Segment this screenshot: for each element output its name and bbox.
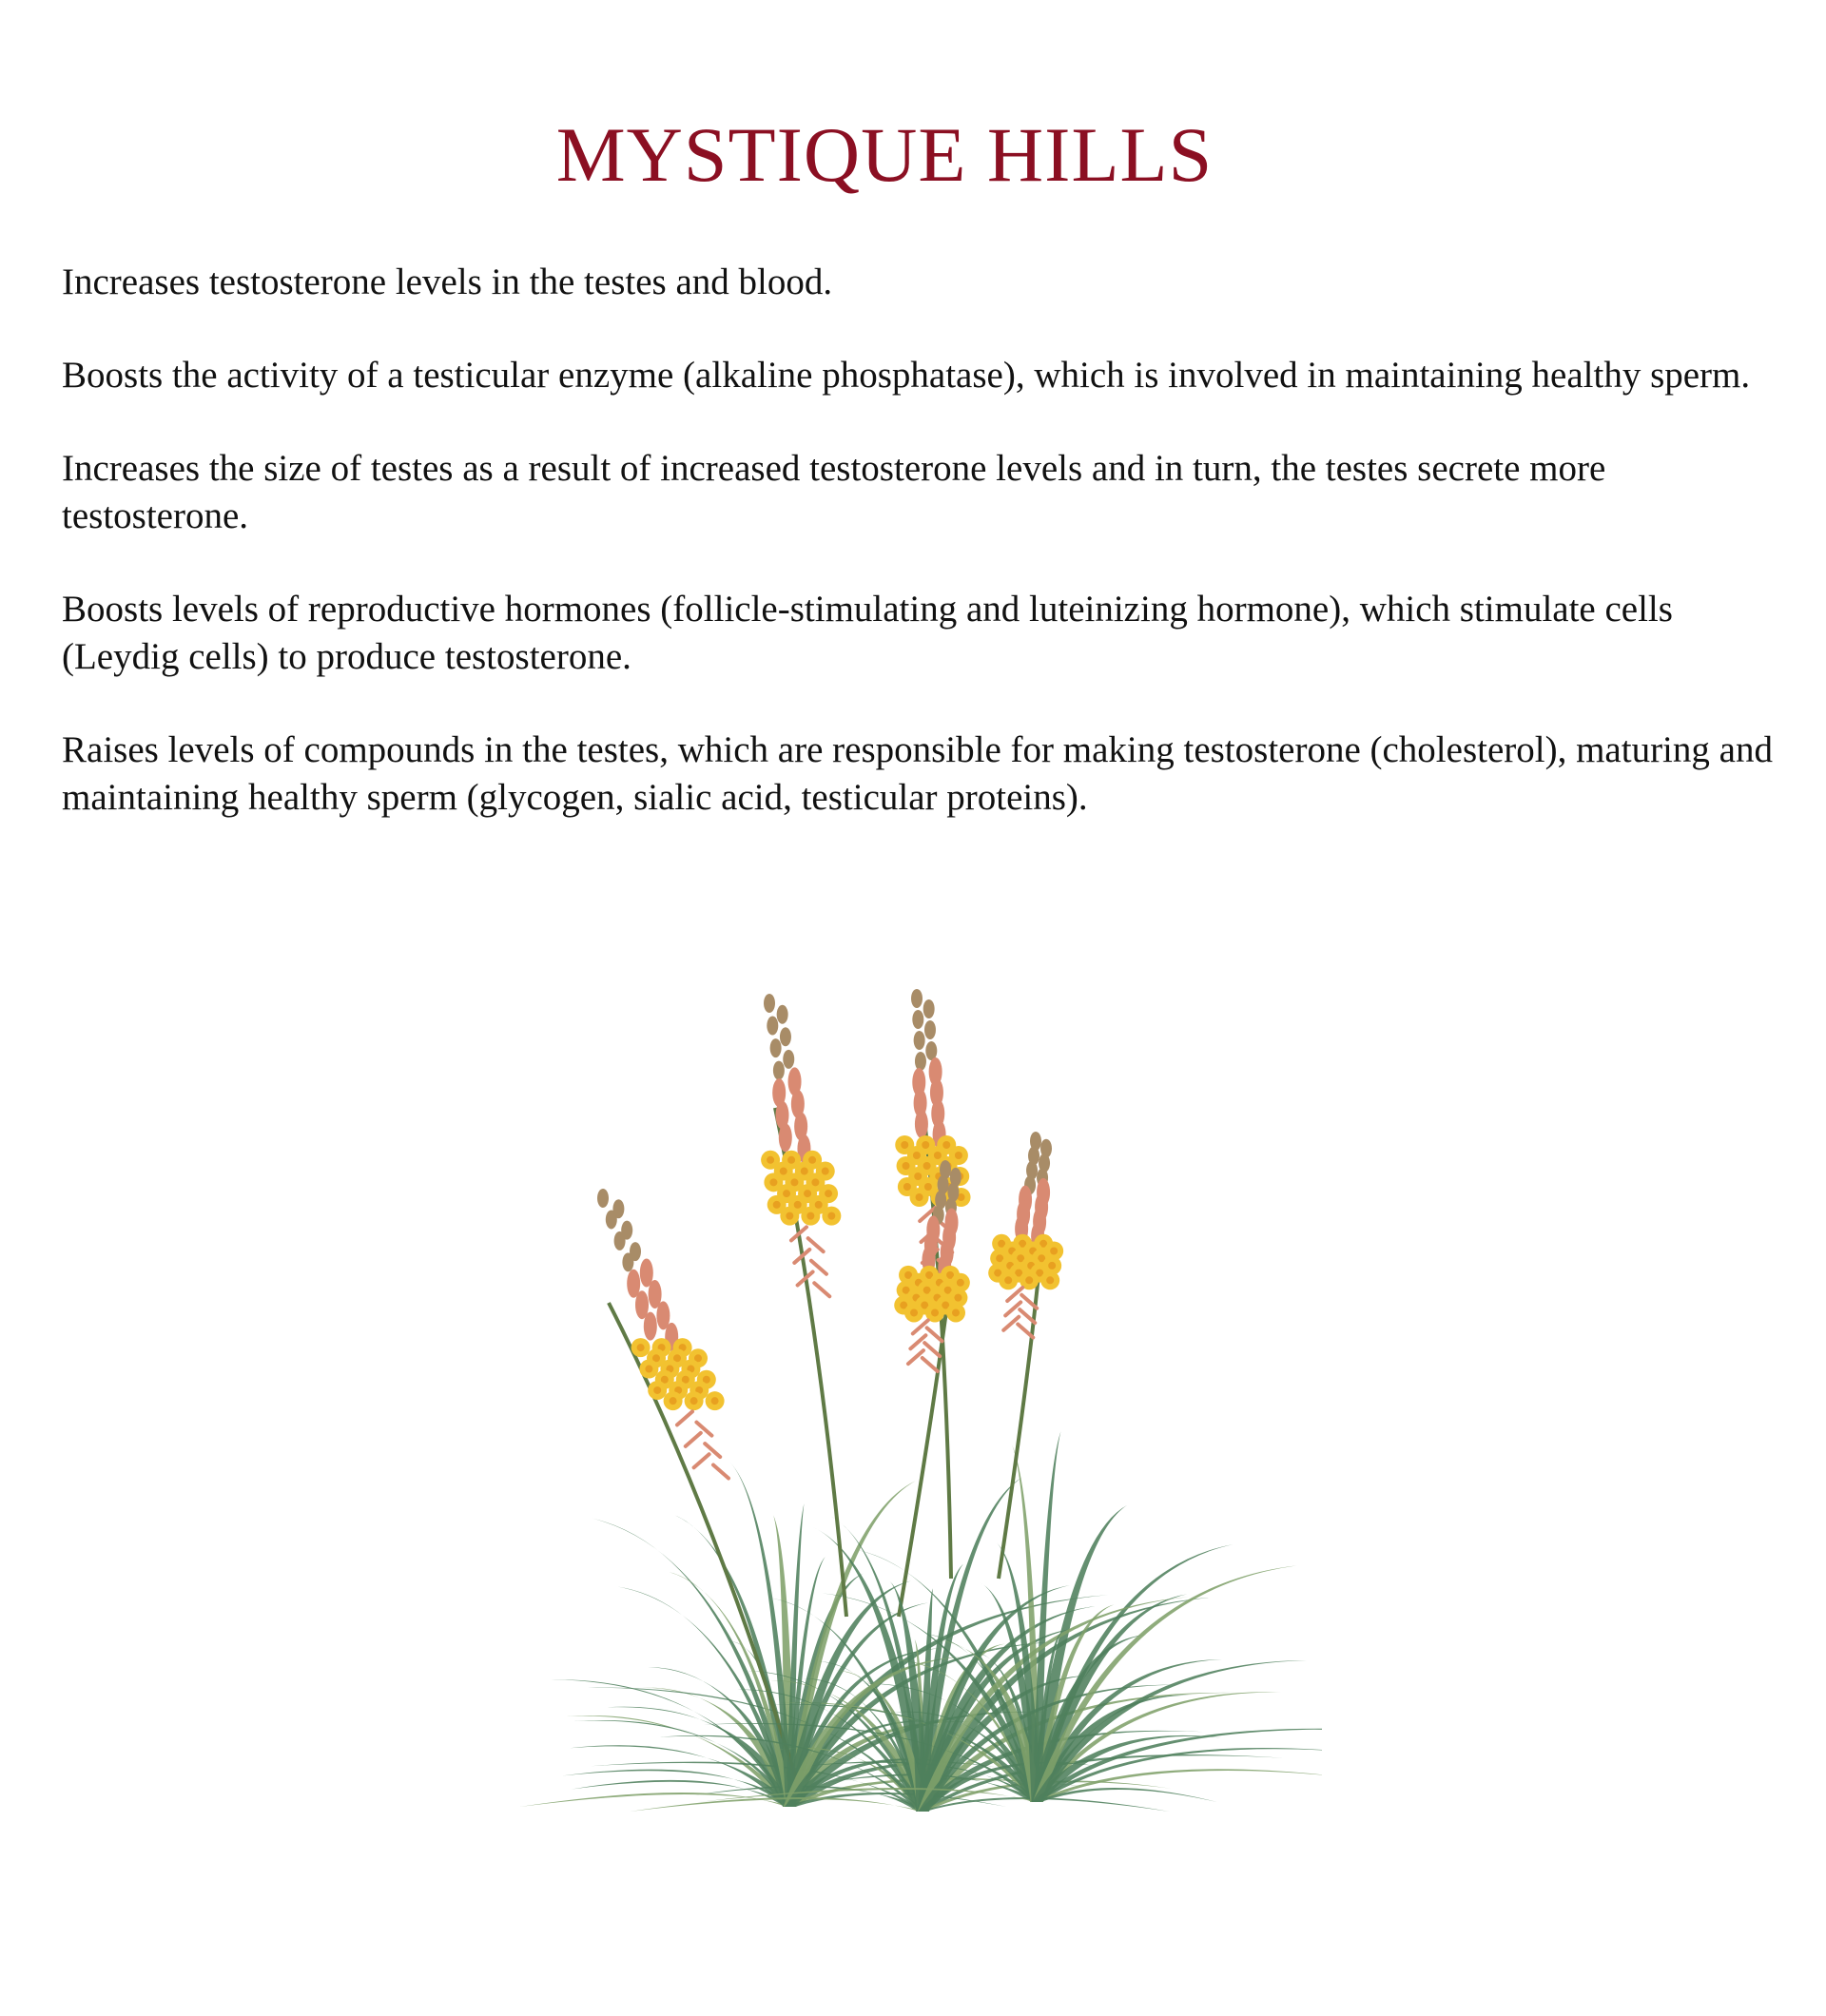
spent-flower	[814, 1283, 829, 1296]
flower-bud	[925, 1041, 937, 1060]
page-title: MYSTIQUE HILLS	[555, 111, 1214, 198]
flower-bud	[779, 1123, 792, 1152]
flower-center	[790, 1178, 798, 1186]
flower-bud	[780, 1027, 791, 1046]
flower-stem	[899, 1274, 951, 1617]
flower-bud	[923, 999, 935, 1018]
flower-center	[815, 1201, 823, 1209]
benefits-list	[62, 259, 1788, 867]
flower-center	[670, 1397, 677, 1405]
flower-bud	[614, 1231, 626, 1250]
flower-center	[783, 1190, 790, 1197]
flower-center	[931, 1308, 939, 1316]
flower-center	[769, 1178, 777, 1186]
flower-center	[801, 1168, 808, 1175]
plant-image	[504, 970, 1322, 1826]
flower-bud	[597, 1189, 609, 1208]
flower-center	[913, 1152, 921, 1159]
flower-bud	[764, 994, 775, 1013]
spent-flower	[713, 1465, 728, 1479]
flower-center	[827, 1212, 835, 1220]
flower-center	[804, 1190, 811, 1197]
flower-center	[922, 1141, 929, 1149]
flower-center	[811, 1178, 819, 1186]
flower-center	[924, 1183, 932, 1191]
flower-center	[1046, 1276, 1054, 1284]
flower-center	[916, 1193, 923, 1201]
flower-center	[952, 1308, 960, 1316]
flower-center	[822, 1168, 829, 1175]
flower-bud	[924, 1020, 936, 1039]
leaf-blade	[630, 1797, 925, 1812]
flower-center	[773, 1201, 781, 1209]
flower-bud	[914, 1031, 925, 1050]
flower-center	[806, 1212, 814, 1220]
flower-center	[767, 1156, 774, 1164]
flower-bud	[773, 1061, 785, 1080]
flower-center	[910, 1308, 918, 1316]
benefit-paragraph: Increases testosterone levels in the testes and blood.	[62, 262, 833, 302]
flower-center	[787, 1156, 795, 1164]
flower-center	[711, 1397, 719, 1405]
spent-flower	[927, 1328, 942, 1341]
flower-bud	[783, 1050, 794, 1069]
flower-bud	[915, 1052, 926, 1071]
plant-flower-spikes	[597, 989, 1063, 1479]
flower-center	[1048, 1262, 1056, 1270]
spent-flower	[924, 1343, 940, 1356]
flower-center	[914, 1173, 922, 1180]
spent-flower	[677, 1411, 692, 1425]
flower-bud	[770, 1038, 782, 1057]
flower-center	[934, 1152, 942, 1159]
flower-center	[954, 1294, 962, 1302]
flower-center	[794, 1201, 802, 1209]
flower-center	[690, 1397, 698, 1405]
plant-illustration	[504, 970, 1322, 1826]
flower-bud	[777, 1005, 788, 1024]
flower-center	[825, 1190, 832, 1197]
flower-center	[955, 1152, 962, 1159]
flower-center	[1004, 1276, 1012, 1284]
flower-center	[1025, 1276, 1033, 1284]
flower-bud	[606, 1210, 617, 1229]
benefit-paragraph: Boosts the activity of a testicular enzyme (alkaline phosphatase), which is involved in maintaining healthy sperm.	[62, 355, 1751, 396]
spent-flower	[686, 1433, 701, 1446]
spent-flower	[694, 1454, 709, 1467]
flower-center	[901, 1141, 908, 1149]
flower-center	[808, 1156, 816, 1164]
flower-center	[637, 1344, 645, 1351]
flower-center	[786, 1212, 793, 1220]
flower-bud	[915, 1110, 928, 1138]
flower-bud	[912, 1010, 923, 1029]
flower-bud	[644, 1312, 657, 1341]
flower-center	[957, 1279, 964, 1287]
flower-bud	[767, 1017, 778, 1036]
flower-center	[903, 1183, 911, 1191]
flower-center	[903, 1162, 910, 1170]
benefit-paragraph: Boosts levels of reproductive hormones (follicle-stimulating and luteinizing hormone), which stimulate cells (Leydig cells) to produce testosterone.	[62, 589, 1673, 677]
flower-bud	[622, 1252, 633, 1271]
benefit-paragraph: Raises levels of compounds in the testes, which are responsible for making testosterone (cholesterol), maturing and maintaining healthy sperm (glycogen, sialic acid, testicular proteins).	[62, 729, 1773, 818]
flower-bud	[911, 989, 923, 1008]
spent-flower	[923, 1358, 938, 1371]
flower-center	[923, 1162, 931, 1170]
flower-center	[653, 1386, 661, 1394]
plant-leaves-front	[520, 1463, 1322, 1812]
flower-center	[1050, 1248, 1058, 1255]
flower-center	[942, 1141, 950, 1149]
flower-center	[645, 1366, 652, 1373]
flower-center	[780, 1168, 787, 1175]
benefit-paragraph: Increases the size of testes as a result of increased testosterone levels and in turn, the testes secrete more testosterone.	[62, 448, 1606, 536]
